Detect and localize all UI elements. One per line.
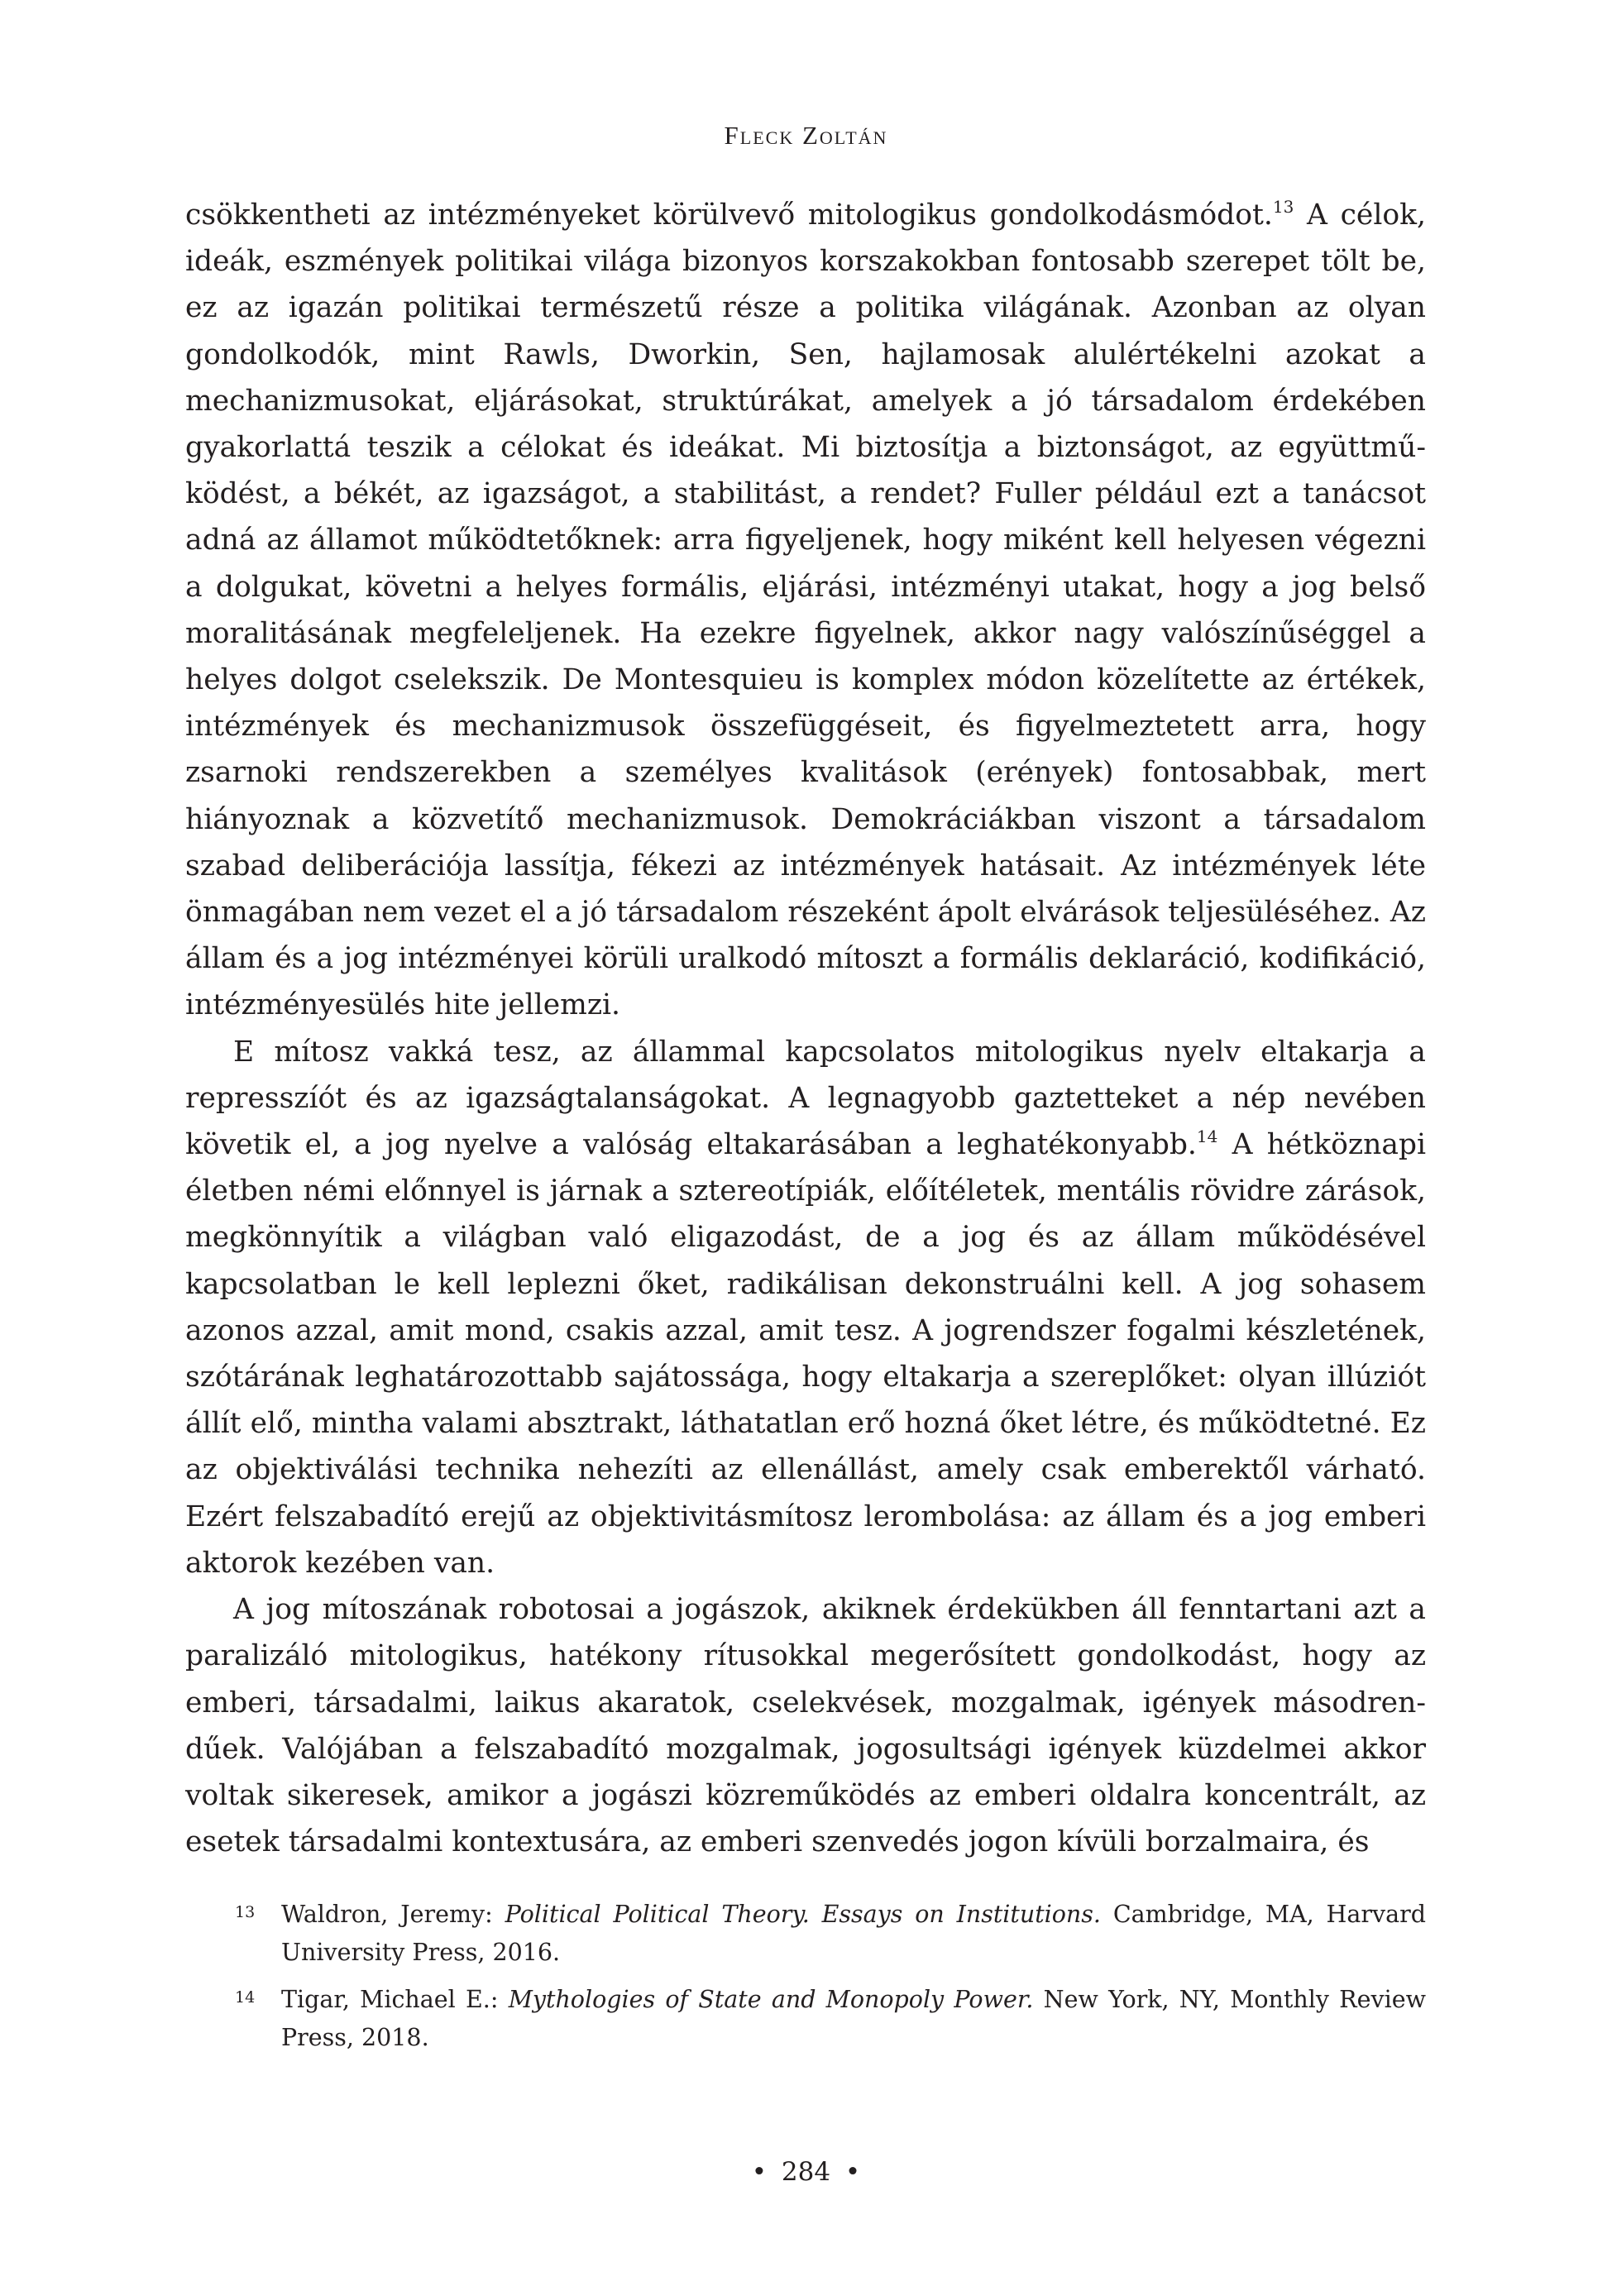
paragraph-2-text-end: A hétköznapi életben némi előnnyel is járnak a sztereotípiák, előítéletek, mentális rövidre zárások, megkönnyítik a világban való eligazodást, de a jog és az állam működésével kapcsolatban le kell leplezni őket, radikálisan dekonstruálni kell. A jog sohasem azonos azzal, amit mond, csakis azzal, amit tesz. A jogrendszer fogalmi készletének, szótárának leghatározottabb sajátossága, hogy eltakarja a szereplőket: olyan illúziót állít elő, mintha valami absztrakt, láthatatlan erő hozná őket létre, és működtetné. Ez az objektiválási technika nehezíti az ellenállást, amely csak emberektől várható. Ezért felszabadító erejű az objektivitásmítosz lerombolása: az állam és a jog emberi aktorok kezében van. (185, 1128, 1427, 1580)
paragraph-2 (185, 1029, 1426, 1586)
footnote-title: Mythologies of State and Monopoly Power. (508, 1986, 1034, 2013)
footnote-publication: New York, NY, Monthly Review Press, 2018. (281, 1986, 1426, 2051)
footnote-14 (185, 1981, 1426, 2057)
footnote-number: 14 (235, 1988, 256, 2007)
paragraph-1-text-end: A célok, ideák, eszmények politikai világa bizonyos korszakokban fontosabb szerepet tölt be, ez az igazán politikai természetű része a politika világának. Azonban az olyan gondolkodók, mint Rawls, Dworkin, Sen, hajlamosak alulértékelni azokat a mechanizmusokat, eljárásokat, struktúrákat, amelyek a jó társadalom érdekében gyakorlattá teszik a célokat és ideákat. Mi biztosítja a biztonságot, az együttműködést, a békét, az igazságot, a stabilitást, a rendet? Fuller például ezt a tanácsot adná az államot működtetőknek: arra figyeljenek, hogy miként kell helyesen végezni a dolgukat, követni a helyes formális, eljárási, intézményi utakat, hogy a jog belső moralitásának megfeleljenek. Ha ezekre figyelnek, akkor nagy valószínűséggel a helyes dolgot cselekszik. De Montesquieu is komplex módon közelítette az értékek, intézmények és mechanizmusok összefüggéseit, és figyelmeztetett arra, hogy zsarnoki rendszerekben a személyes kvalitások (erények) fontosabbak, mert hiányoznak a közvetítő mechanizmusok. Demokráciákban viszont a társadalom szabad deliberációja lassítja, fékezi az intézmények hatásait. Az intézmények léte önmagában nem vezet el a jó társadalom részeként ápolt elvárások teljesüléséhez. Az állam és a jog intézményei körüli uralkodó mítoszt a formális deklaráció, kodifikáció, intézményesülés hite jellemzi. (185, 199, 1427, 1022)
page-number: • 284 • (751, 2157, 861, 2187)
paragraph-1 (185, 192, 1426, 1029)
running-header: Fleck Zoltán (724, 121, 888, 150)
footnote-author: Waldron, Jeremy: (281, 1901, 505, 1928)
footnote-author: Tigar, Michael E.: (281, 1986, 509, 2013)
footnote-publication: Cambridge, MA, Harvard University Press, 2016. (281, 1901, 1426, 1966)
footnote-title: Political Political Theory. Essays on Institutions. (505, 1901, 1101, 1928)
footnote-reference-14[interactable]: 14 (1196, 1126, 1218, 1147)
paragraph-2-text-start: E mítosz vakká tesz, az állammal kapcsolatos mitologikus nyelv eltakarja a represszíót és az igazságtalanságokat. A legnagyobb gaztetteket a nép nevében követik el, a jog nyelve a valóság eltakarásában a leghatékonyabb. (185, 1035, 1426, 1162)
footnotes (185, 1896, 1426, 2066)
footnote-reference-13[interactable]: 13 (1272, 197, 1294, 217)
footnote-number: 13 (235, 1903, 256, 1921)
paragraph-3: A jog mítoszának robotosai a jogászok, akiknek érdekükben áll fenntartani azt a paralizáló mitologikus, hatékony rítusokkal megerősített gondolkodást, hogy az emberi, társadalmi, laikus akaratok, cselekvések, mozgalmak, igények másodrendűek. Valójában a felszabadító mozgalmak, jogosultsági igények küzdelmei akkor voltak sikeresek, amikor a jogászi közreműködés az emberi oldalra koncentrált, az esetek társadalmi kontextusára, az emberi szenvedés jogon kívüli borzalmaira, és (185, 1593, 1426, 1859)
footnote-13 (185, 1896, 1426, 1972)
body-text (185, 192, 1426, 1865)
paragraph-1-text-start: csökkentheti az intézményeket körülvevő mitologikus gondolkodásmódot. (185, 199, 1273, 232)
